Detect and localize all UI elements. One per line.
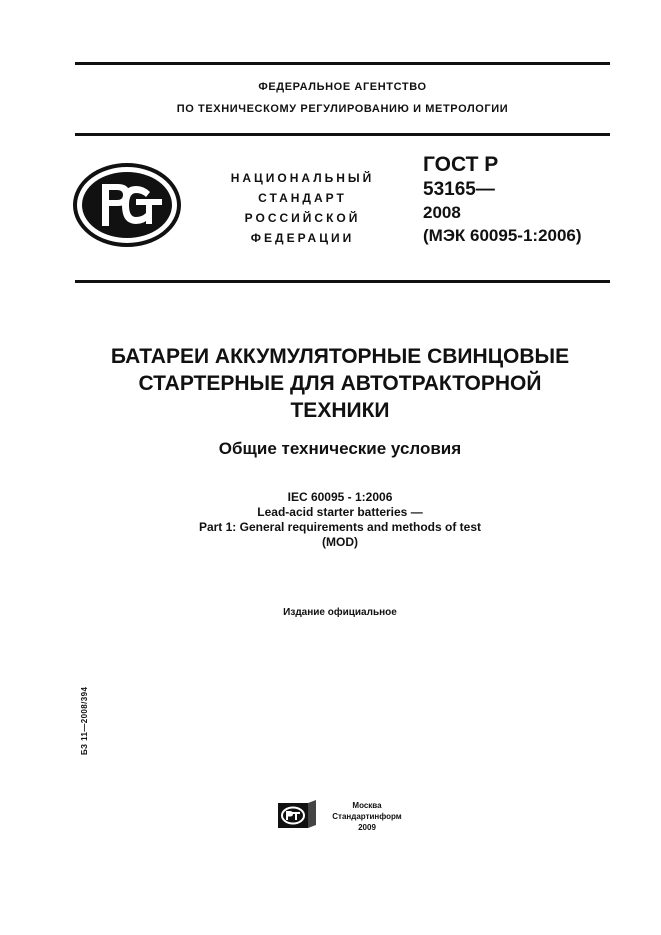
agency-line-2: ПО ТЕХНИЧЕСКОМУ РЕГУЛИРОВАНИЮ И МЕТРОЛОГИИ — [176, 103, 509, 115]
gost-prefix: ГОСТ Р — [423, 153, 499, 176]
standartinform-logo-icon — [276, 800, 318, 830]
header-rule — [75, 133, 610, 136]
iec-line: (MOD) — [322, 535, 358, 549]
national-standard-line: НАЦИОНАЛЬНЫЙ — [230, 171, 375, 185]
publisher-city: Москва — [352, 801, 382, 810]
gost-number: 53165— — [423, 179, 495, 200]
title-line: ТЕХНИКИ — [290, 399, 390, 422]
title-line: БАТАРЕИ АККУМУЛЯТОРНЫЕ СВИНЦОВЫЕ — [110, 345, 570, 368]
edition-label: Издание официальное — [283, 607, 397, 618]
iec-reference — [40, 490, 640, 550]
gost-iec-equivalent: (МЭК 60095-1:2006) — [423, 226, 582, 245]
gost-designation — [423, 152, 623, 248]
middle-rule — [75, 280, 610, 283]
publisher-year: 2009 — [358, 823, 376, 832]
side-note-text: БЗ 11—2008/394 — [80, 686, 89, 755]
title-line: СТАРТЕРНЫЕ ДЛЯ АВТОТРАКТОРНОЙ — [138, 372, 542, 395]
national-standard-label — [210, 168, 395, 248]
iec-line: Part 1: General requirements and methods of test — [198, 520, 482, 534]
rst-certification-mark-icon — [72, 162, 182, 248]
publisher-imprint — [322, 800, 412, 833]
top-rule — [75, 62, 610, 65]
iec-line: Lead-acid starter batteries — — [257, 505, 423, 519]
iec-line: IEC 60095 - 1:2006 — [287, 490, 393, 504]
publisher-name: Стандартинформ — [332, 812, 402, 821]
national-standard-line: ФЕДЕРАЦИИ — [250, 231, 355, 245]
document-title — [40, 343, 640, 424]
national-standard-line: СТАНДАРТ — [258, 191, 347, 205]
agency-line-1: ФЕДЕРАЛЬНОЕ АГЕНТСТВО — [258, 81, 427, 93]
document-subtitle: Общие технические условия — [218, 439, 462, 458]
national-standard-line: РОССИЙСКОЙ — [244, 211, 361, 225]
gost-year: 2008 — [423, 203, 461, 222]
